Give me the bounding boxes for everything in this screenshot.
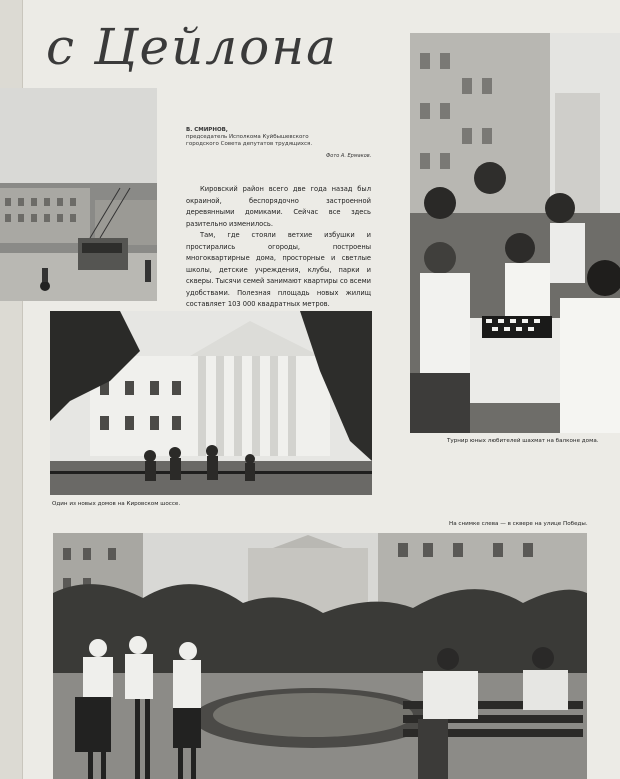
street-trolleybus-photo [0, 88, 157, 301]
square-park-photo [53, 533, 587, 779]
new-house-caption: Один из новых домов на Кировском шоссе. [52, 501, 181, 507]
square-photo-caption: На снимке слева — в сквере на улице Победы. [449, 521, 588, 527]
author-byline [186, 127, 336, 148]
page-headline: с Цейлона [46, 18, 338, 76]
new-house-photo [50, 311, 372, 495]
article-paragraph: Кировский район всего две года назад был окраиной, беспорядочно застроенной деревянными домиками. Сейчас все здесь разительно изменилось. [186, 185, 371, 228]
chess-photo-caption: Турнир юных любителей шахмат на балконе дома. [447, 438, 599, 444]
article-body [186, 184, 371, 311]
chess-balcony-photo [410, 33, 620, 433]
photo-credit: Фото А. Ермаков. [326, 153, 372, 159]
author-name: В. СМИРНОВ, [186, 127, 228, 133]
author-role: председатель Исполкома Куйбышевского городского Совета депутатов трудящихся. [186, 134, 313, 147]
article-paragraph: Там, где стояли ветхие избушки и простирались огороды, построены многоквартирные дома, просторные и светлые школы, детские учреждения, клубы, парки и скверы. Тысячи семей занимают квартиры со всеми удобствами. Полезная площадь новых жилищ составляет 103 000 квадратных метров. [186, 231, 371, 308]
